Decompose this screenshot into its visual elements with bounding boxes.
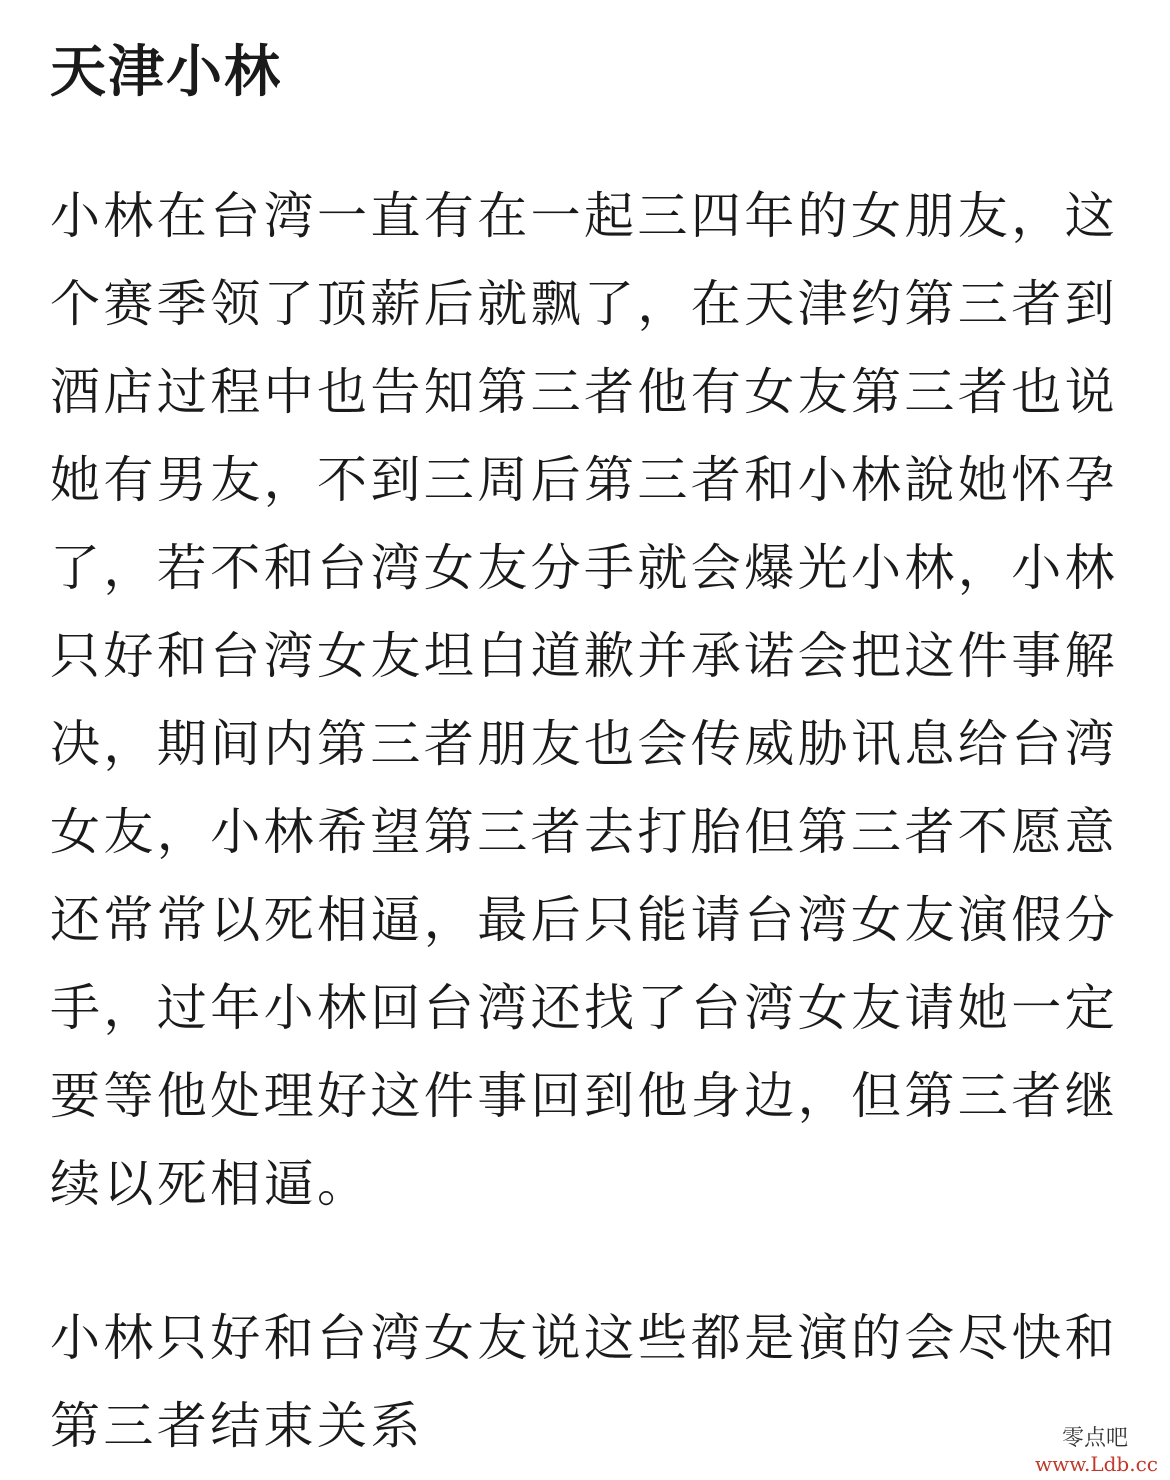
text-line: 手，过年小林回台湾还找了台湾女友请她一定 xyxy=(50,979,1118,1037)
text-line: 要等他处理好这件事回到他身边，但第三者继 xyxy=(50,1067,1118,1125)
text-line: 女友，小林希望第三者去打胎但第三者不愿意 xyxy=(50,803,1118,861)
text-line: 决，期间内第三者朋友也会传威胁讯息给台湾 xyxy=(50,715,1118,773)
text-line: 了，若不和台湾女友分手就会爆光小林，小林 xyxy=(50,539,1118,597)
watermark-site-name: 零点吧 xyxy=(1061,1426,1128,1451)
paragraph-1 xyxy=(50,172,1130,1228)
text-line: 她有男友，不到三周后第三者和小林說她怀孕 xyxy=(50,451,1118,509)
text-line: 个赛季领了顶薪后就飘了，在天津约第三者到 xyxy=(50,275,1118,333)
text-line: 第三者结束关系 xyxy=(50,1397,424,1455)
text-line: 还常常以死相逼，最后只能请台湾女友演假分 xyxy=(50,891,1118,949)
text-line: 小林只好和台湾女友说这些都是演的会尽快和 xyxy=(50,1309,1118,1367)
text-line: 小林在台湾一直有在一起三四年的女朋友，这 xyxy=(50,187,1118,245)
text-line: 只好和台湾女友坦白道歉并承诺会把这件事解 xyxy=(50,627,1118,685)
paragraph-2 xyxy=(50,1294,1130,1470)
text-line: 酒店过程中也告知第三者他有女友第三者也说 xyxy=(50,363,1118,421)
article-title: 天津小林 xyxy=(50,40,282,105)
text-line: 续以死相逼。 xyxy=(50,1155,371,1213)
watermark-url: www.Ldb.cc xyxy=(1035,1452,1158,1476)
site-watermark xyxy=(1035,1426,1158,1476)
